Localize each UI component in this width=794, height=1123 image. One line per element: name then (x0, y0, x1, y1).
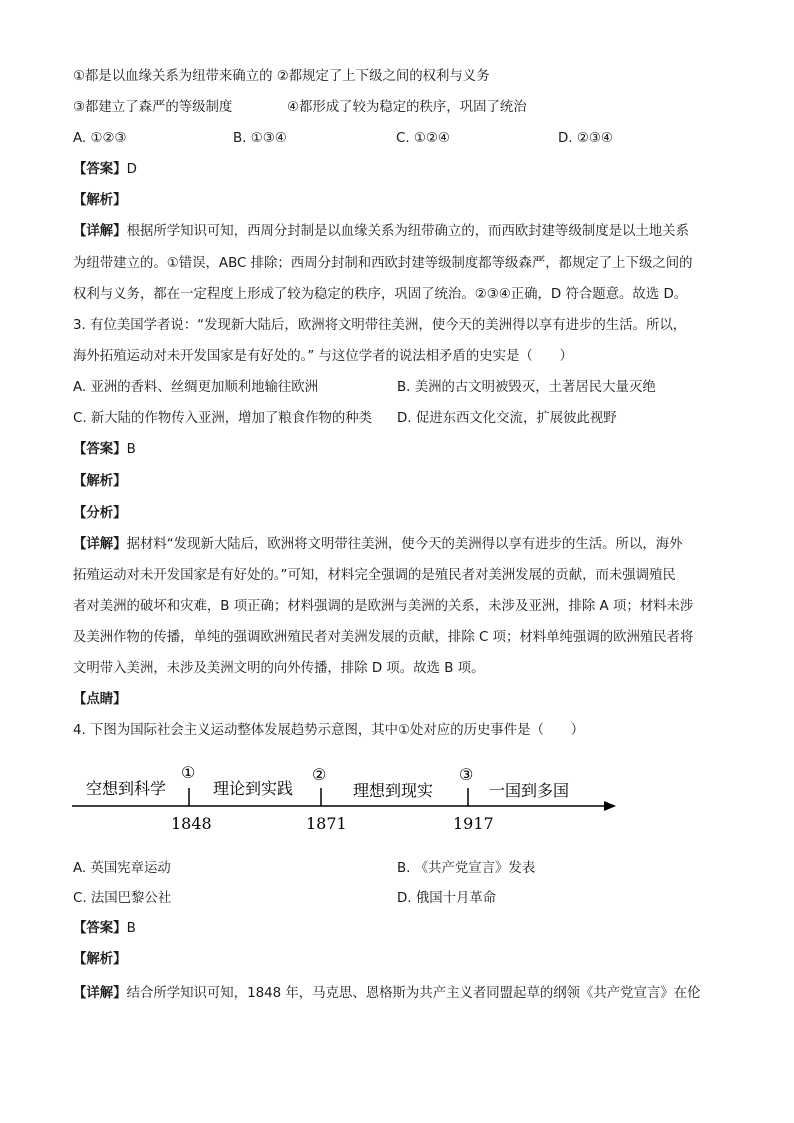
q3-analysis-tag: 【解析】 (73, 474, 127, 489)
q2-option-a: A. ①②③ (73, 131, 127, 146)
detail-text: 结合所学知识可知，1848 年，马克思、恩格斯为共产主义者同盟起草的纲领《共产党宣言》在伦 (126, 986, 701, 1001)
year-1848: 1848 (171, 814, 212, 833)
stage-label-3: 理想到现实 (353, 781, 434, 800)
q3-detail-line-3: 者对美洲的破坏和灾难，B 项正确；材料强调的是欧洲与美洲的关系，未涉及亚洲，排除 A 项；材料未涉 (73, 599, 694, 614)
q4-option-d: D. 俄国十月革命 (397, 891, 497, 906)
q3-option-a: A. 亚洲的香料、丝绸更加顺利地输往欧洲 (73, 380, 319, 395)
timeline-diagram (70, 760, 630, 840)
q2-detail-line-2: 为纽带建立的。①错误，ABC 排除；西周分封制和西欧封建等级制度都等级森严，都规定了上下级之间的 (73, 256, 693, 271)
q3-fenxi-tag: 【分析】 (73, 506, 127, 521)
q2-statement-3-4 (73, 99, 723, 117)
answer-value: B (126, 921, 136, 936)
q4-option-c: C. 法国巴黎公社 (73, 891, 172, 906)
q4-answer (73, 920, 723, 938)
stage-label-2: 理论到实践 (213, 779, 294, 798)
arrow-head-icon (604, 801, 616, 811)
answer-tag: 【答案】 (73, 442, 127, 457)
answer-value: B (126, 442, 136, 457)
q3-option-b: B. 美洲的古文明被毁灭，土著居民大量灭绝 (397, 380, 656, 395)
answer-tag: 【答案】 (73, 921, 127, 936)
detail-tag: 【详解】 (73, 986, 127, 1001)
q3-detail-line-4: 及美洲作物的传播，单纯的强调欧洲殖民者对美洲发展的贡献，排除 C 项；材料单纯强调的欧洲殖民者将 (73, 630, 694, 645)
marker-1: ① (181, 763, 196, 782)
timeline-svg (70, 760, 630, 840)
detail-tag: 【详解】 (73, 224, 127, 239)
q2-option-d: D. ②③④ (558, 131, 613, 146)
detail-text: 据材料“发现新大陆后，欧洲将文明带往美洲，使今天的美洲得以享有进步的生活。所以，海外 (126, 537, 683, 552)
q4-option-a: A. 英国宪章运动 (73, 861, 171, 876)
q3-stem-line-1: 3. 有位美国学者说：“发现新大陆后，欧洲将文明带往美洲，使今天的美洲得以享有进步的生活。所以， (73, 318, 687, 333)
q4-option-b: B. 《共产党宣言》发表 (397, 861, 536, 876)
stage-label-4: 一国到多国 (489, 781, 570, 800)
marker-2: ② (312, 765, 327, 784)
q2-detail-line-3: 权利与义务，都在一定程度上形成了较为稳定的秩序，巩固了统治。②③④正确，D 符合题意。故选 D。 (73, 287, 688, 302)
q3-detail-line-2: 拓殖运动对未开发国家是有好处的。”可知，材料完全强调的是殖民者对美洲发展的贡献，而未强调殖民 (73, 568, 676, 583)
stage-label-1: 空想到科学 (86, 779, 167, 798)
q3-dianjing-tag: 【点睛】 (73, 692, 127, 707)
q4-analysis-tag: 【解析】 (73, 952, 127, 967)
answer-value: D (126, 162, 137, 177)
q4-stem: 4. 下图为国际社会主义运动整体发展趋势示意图，其中①处对应的历史事件是（ ） (73, 723, 585, 738)
detail-tag: 【详解】 (73, 537, 127, 552)
q2-option-b: B. ①③④ (233, 131, 287, 146)
detail-text: 根据所学知识可知，西周分封制是以血缘关系为纽带确立的，而西欧封建等级制度是以土地关系 (126, 224, 689, 239)
q3-detail-line-5: 文明带入美洲，未涉及美洲文明的向外传播，排除 D 项。故选 B 项。 (73, 661, 485, 676)
q3-option-c: C. 新大陆的作物传入亚洲，增加了粮食作物的种类 (73, 411, 373, 426)
marker-3: ③ (459, 765, 474, 784)
q2-analysis-tag: 【解析】 (73, 193, 127, 208)
q4-detail-line-1 (73, 985, 723, 1003)
year-1871: 1871 (306, 814, 347, 833)
year-1917: 1917 (453, 814, 494, 833)
q2-statement-1-2: ①都是以血缘关系为纽带来确立的 ②都规定了上下级之间的权利与义务 (73, 69, 490, 84)
q2-answer (73, 161, 723, 179)
q2-detail-line-1 (73, 223, 723, 241)
q2-option-c: C. ①②④ (396, 131, 450, 146)
q3-answer (73, 441, 723, 459)
q2-statement-4: ④都形成了较为稳定的秩序，巩固了统治 (287, 100, 527, 115)
q3-detail-line-1 (73, 536, 723, 554)
q3-option-d: D. 促进东西文化交流，扩展彼此视野 (397, 411, 617, 426)
q2-statement-3: ③都建立了森严的等级制度 (73, 100, 233, 115)
q3-stem-line-2: 海外拓殖运动对未开发国家是有好处的。” 与这位学者的说法相矛盾的史实是（ ） (73, 349, 573, 364)
answer-tag: 【答案】 (73, 162, 127, 177)
